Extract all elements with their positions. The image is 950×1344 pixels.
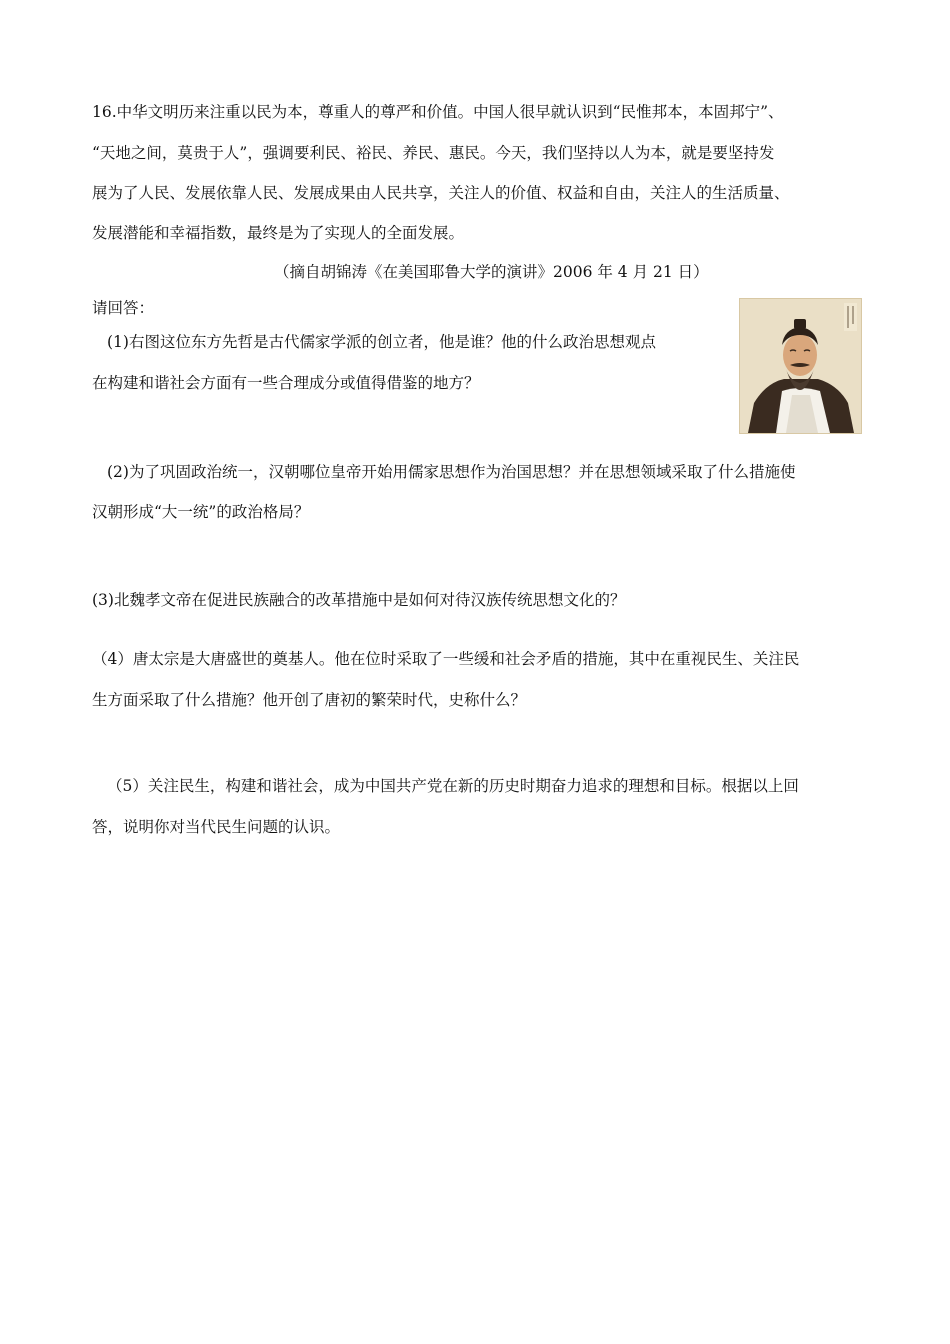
question-4-line-1: （4）唐太宗是大唐盛世的奠基人。他在位时采取了一些缓和社会矛盾的措施，其中在重视民生、关注民 <box>92 650 800 668</box>
question-4-line-2: 生方面采取了什么措施？他开创了唐初的繁荣时代，史称什么？ <box>92 691 527 709</box>
intro-line-2: “天地之间，莫贵于人”，强调要利民、裕民、养民、惠民。今天，我们坚持以人为本，就是要坚持发 <box>92 144 775 162</box>
question-5-line-2: 答，说明你对当代民生问题的认识。 <box>92 818 341 836</box>
intro-line-4: 发展潜能和幸福指数，最终是为了实现人的全面发展。 <box>92 224 465 242</box>
question-1-line-2: 在构建和谐社会方面有一些合理成分或值得借鉴的地方？ <box>92 374 480 392</box>
quote-source: （摘自胡锦涛《在美国耶鲁大学的演讲》2006 年 4 月 21 日） <box>274 263 709 281</box>
question-2-line-2: 汉朝形成“大一统”的政治格局？ <box>92 503 310 521</box>
confucius-portrait-image <box>739 298 862 434</box>
question-3: (3)北魏孝文帝在促进民族融合的改革措施中是如何对待汉族传统思想文化的？ <box>92 591 626 609</box>
question-2-line-1: (2)为了巩固政治统一，汉朝哪位皇帝开始用儒家思想作为治国思想？并在思想领域采取了什么措施使 <box>107 463 796 481</box>
question-1-line-1: (1)右图这位东方先哲是古代儒家学派的创立者，他是谁？他的什么政治思想观点 <box>107 333 656 351</box>
answer-prompt: 请回答： <box>92 299 155 317</box>
confucius-portrait-drawing <box>740 299 861 433</box>
intro-line-1: 16.中华文明历来注重以民为本，尊重人的尊严和价值。中国人很早就认识到“民惟邦本，本固邦宁”、 <box>92 103 784 121</box>
intro-line-3: 展为了人民、发展依靠人民、发展成果由人民共享，关注人的价值、权益和自由，关注人的生活质量、 <box>92 184 790 202</box>
question-5-line-1: （5）关注民生，构建和谐社会，成为中国共产党在新的历史时期奋力追求的理想和目标。根据以上回 <box>107 777 799 795</box>
